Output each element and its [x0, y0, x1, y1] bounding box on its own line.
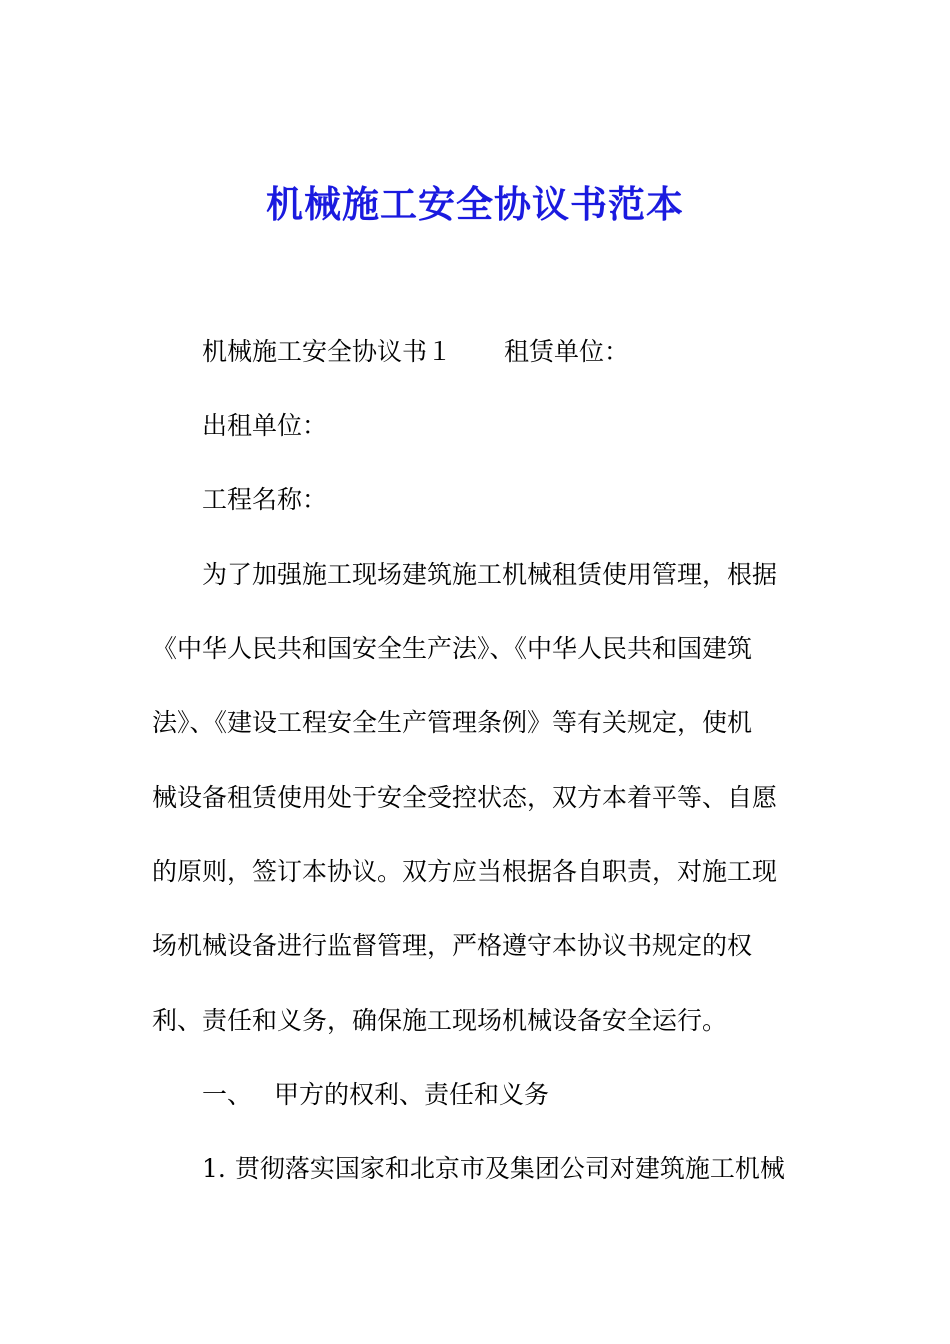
- paragraph-line: 利、责任和义务，确保施工现场机械设备安全运行。: [152, 1006, 728, 1035]
- paragraph-line: 《中华人民共和国安全生产法》、《中华人民共和国建筑: [152, 634, 753, 663]
- document-title: 机械施工安全协议书范本: [266, 182, 684, 226]
- project-name-label: 工程名称：: [202, 485, 328, 514]
- paragraph-line: 械设备租赁使用处于安全受控状态，双方本着平等、自愿: [152, 783, 778, 812]
- lessee-label: 租赁单位：: [504, 337, 630, 366]
- paragraph-line: 场机械设备进行监督管理，严格遵守本协议书规定的权: [152, 931, 753, 960]
- lessor-label: 出租单位：: [202, 411, 328, 440]
- section-title: 甲方的权利、责任和义务: [274, 1080, 550, 1109]
- list-item: [202, 1151, 785, 1187]
- section-heading: [202, 1077, 549, 1113]
- section-number: 一、: [202, 1080, 253, 1109]
- paragraph-line: 的原则，签订本协议。双方应当根据各自职责，对施工现: [152, 857, 778, 886]
- item-number: 1.: [202, 1154, 226, 1183]
- heading-line: [202, 334, 629, 370]
- paragraph-line: 法》、《建设工程安全生产管理条例》等有关规定，使机: [152, 708, 753, 737]
- agreement-heading: 机械施工安全协议书１: [202, 337, 453, 366]
- paragraph-line: 为了加强施工现场建筑施工机械租赁使用管理，根据: [202, 560, 778, 589]
- item-text: 贯彻落实国家和北京市及集团公司对建筑施工机械: [234, 1154, 785, 1183]
